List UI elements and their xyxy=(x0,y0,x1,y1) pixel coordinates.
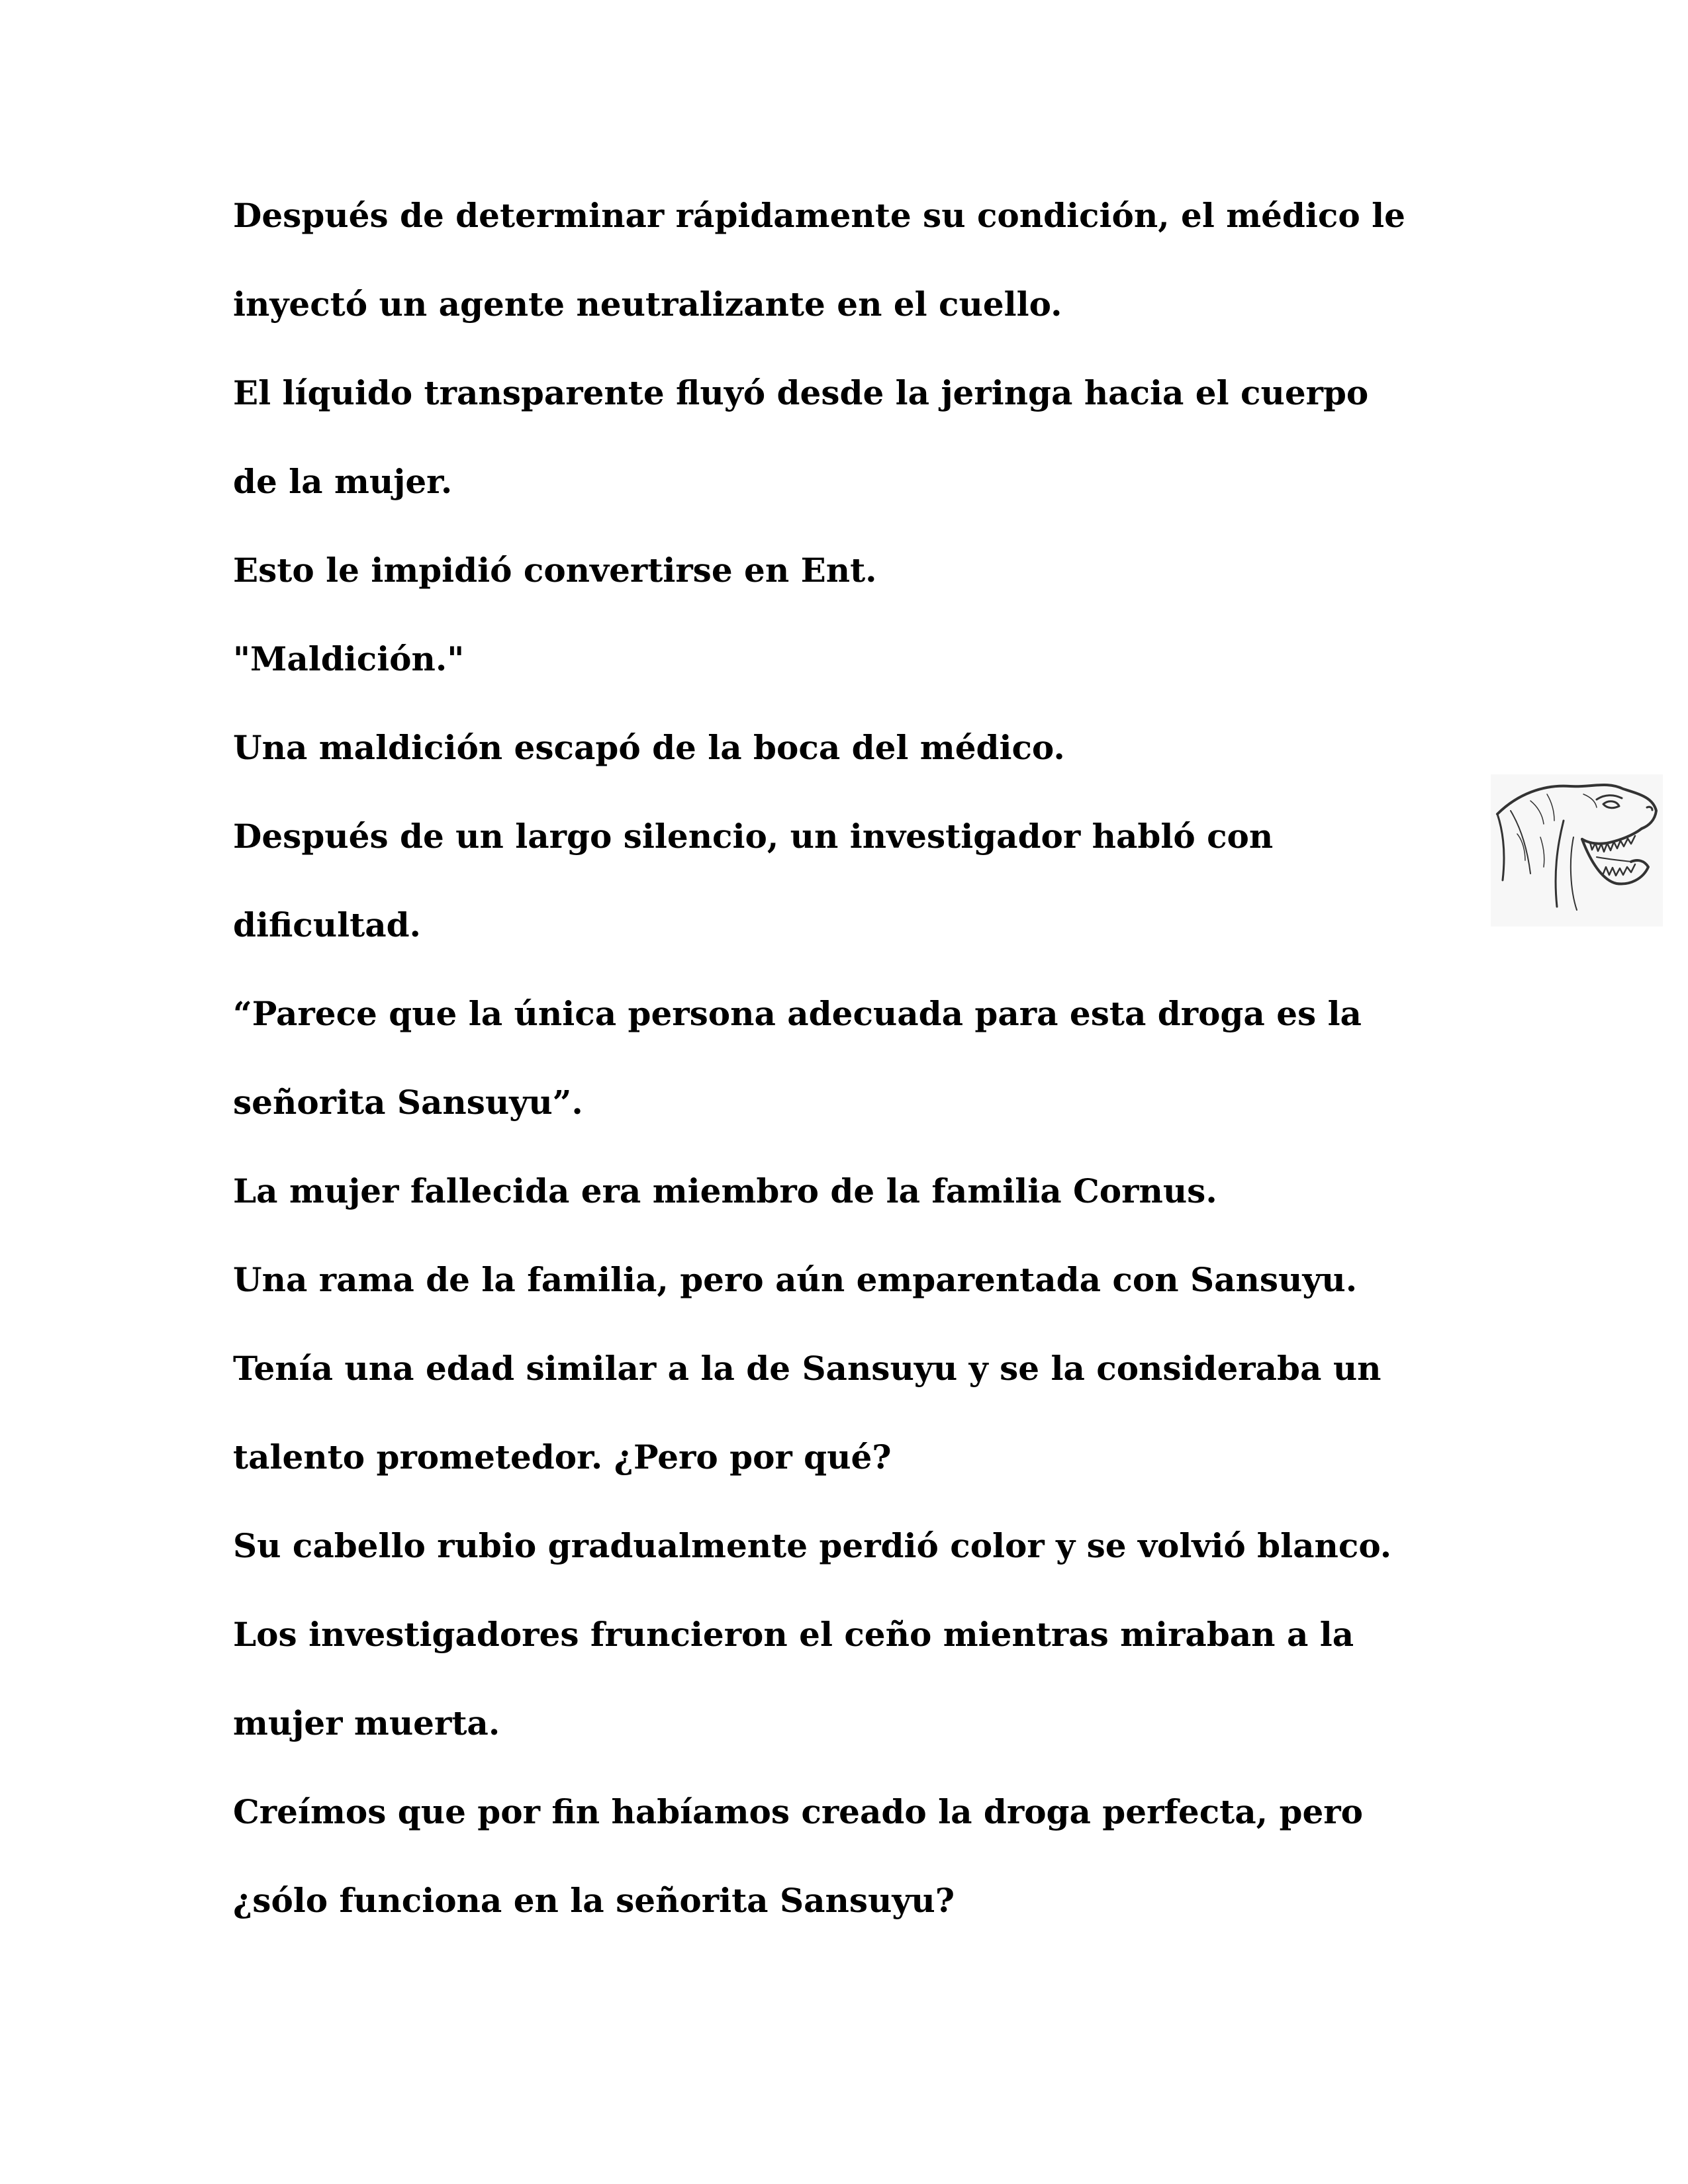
text-line: Una rama de la familia, pero aún emparentada con Sansuyu. xyxy=(233,1260,1358,1299)
text-line: mujer muerta. xyxy=(233,1704,500,1743)
text-line: Creímos que por fin habíamos creado la droga perfecta, pero xyxy=(233,1792,1363,1831)
text-line: Después de determinar rápidamente su condición, el médico le xyxy=(233,196,1405,235)
text-line: Tenía una edad similar a la de Sansuyu y se la consideraba un xyxy=(233,1349,1382,1388)
text-line: La mujer fallecida era miembro de la familia Cornus. xyxy=(233,1171,1217,1210)
dinosaur-head-sketch-icon xyxy=(1491,774,1663,927)
text-line: Después de un largo silencio, un investigador habló con xyxy=(233,817,1274,856)
text-line: Esto le impidió convertirse en Ent. xyxy=(233,551,877,590)
document-body xyxy=(233,192,1491,1966)
text-line: ¿sólo funciona en la señorita Sansuyu? xyxy=(233,1881,955,1920)
text-line: talento prometedor. ¿Pero por qué? xyxy=(233,1437,892,1477)
text-line: inyectó un agente neutralizante en el cuello. xyxy=(233,285,1062,324)
text-line: Los investigadores fruncieron el ceño mientras miraban a la xyxy=(233,1615,1354,1654)
text-line: señorita Sansuyu”. xyxy=(233,1083,583,1122)
text-line: “Parece que la única persona adecuada para esta droga es la xyxy=(233,994,1362,1033)
text-line: Una maldición escapó de la boca del médico. xyxy=(233,728,1065,767)
text-line: dificultad. xyxy=(233,905,421,944)
text-line: Su cabello rubio gradualmente perdió color y se volvió blanco. xyxy=(233,1526,1392,1565)
text-line: de la mujer. xyxy=(233,462,453,501)
text-line: El líquido transparente fluyó desde la jeringa hacia el cuerpo xyxy=(233,373,1369,412)
text-line: "Maldición." xyxy=(233,639,465,678)
